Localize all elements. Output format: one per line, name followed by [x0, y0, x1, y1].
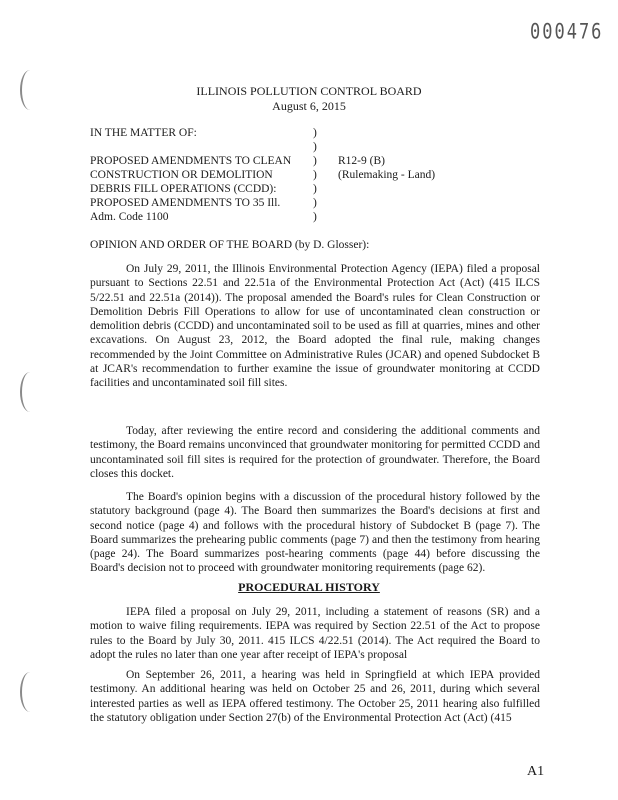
paragraph: On September 26, 2011, a hearing was held in Springfield at which IEPA provided testimony. An additional hearing was held on October 25 and 26, 2011, during which several interested parties as well as IEPA offered testimony. The October 25, 2011 hearing also fulfilled the statutory obligation under Section 27(b) of the Environmental Protection Act (Act) (415 [90, 669, 540, 724]
caption-line: CONSTRUCTION OR DEMOLITION [90, 169, 273, 181]
paragraph: Today, after reviewing the entire record and considering the additional comments and testimony, the Board remains unconvinced that groundwater monitoring for permitted CCDD and uncontaminated soil fill sites is required for the protection of groundwater. Therefore, the Board closes this docket. [90, 425, 540, 480]
caption-line: IN THE MATTER OF: [90, 127, 197, 139]
docket-number: R12-9 (B) [338, 155, 385, 167]
paragraph: IEPA filed a proposal on July 29, 2011, including a statement of reasons (SR) and a motion to waive filing requirements. IEPA was required by Section 22.51 of the Act to propose rules to the Board by July 30, 2011. 415 ILCS 4/22.51 (2014). The Act required the Board to adopt the rules no later than one year after receipt of IEPA's proposal [90, 606, 540, 661]
bates-stamp: 000476 [530, 19, 604, 45]
caption-line [90, 140, 291, 154]
hole-punch-mark [20, 372, 40, 412]
docket-info [338, 154, 435, 182]
paragraph: On July 29, 2011, the Illinois Environmental Protection Agency (IEPA) filed a proposal pursuant to Sections 22.51 and 22.51a of the Environmental Protection Act (Act) (415 ILCS 5/22.51 and 22.51a (2014)). The proposal amended the Board's rules for Clean Construction or Demolition Debris Fill Operations to allow for use of uncontaminated clean construction or demolition debris (CCDD) and uncontaminated soil to be used as fill at quarries, mines and other excavations. On August 23, 2012, the Board adopted the final rule, making changes recommended by the Joint Committee on Administrative Rules (JCAR) and opened Subdocket B at JCAR's recommendation to further examine the issue of groundwater monitoring at CCDD facilities and uncontaminated soil fill sites. [90, 263, 540, 390]
caption-line: PROPOSED AMENDMENTS TO 35 Ill. [90, 197, 281, 209]
rulemaking-type: (Rulemaking - Land) [338, 169, 436, 181]
caption-parens: ) ) ) ) ) ) ) [313, 127, 317, 223]
paragraph: The Board's opinion begins with a discussion of the procedural history followed by the statutory background (page 4). The Board then summarizes the Board's decisions at first and second notice (page 4) and follows with the procedural history of Subdocket B (page 7). The Board summarizes the prehearing public comments (page 7) and then the testimony from hearing (page 24). The Board summarizes post-hearing comments (page 44) before discussing the Board's decision not to proceed with groundwater monitoring requirements (page 62). [90, 491, 540, 575]
board-name: ILLINOIS POLLUTION CONTROL BOARD [196, 84, 422, 98]
caption-line: Adm. Code 1100 [90, 211, 169, 223]
hole-punch-mark [20, 672, 40, 712]
opinion-title: OPINION AND ORDER OF THE BOARD (by D. Glosser): [90, 239, 370, 251]
page-label: A1 [527, 764, 545, 779]
case-caption [90, 126, 291, 224]
document-date: August 6, 2015 [272, 99, 346, 113]
caption-line: DEBRIS FILL OPERATIONS (CCDD): [90, 183, 277, 195]
section-heading: PROCEDURAL HISTORY [238, 580, 380, 594]
caption-line: PROPOSED AMENDMENTS TO CLEAN [90, 155, 292, 167]
